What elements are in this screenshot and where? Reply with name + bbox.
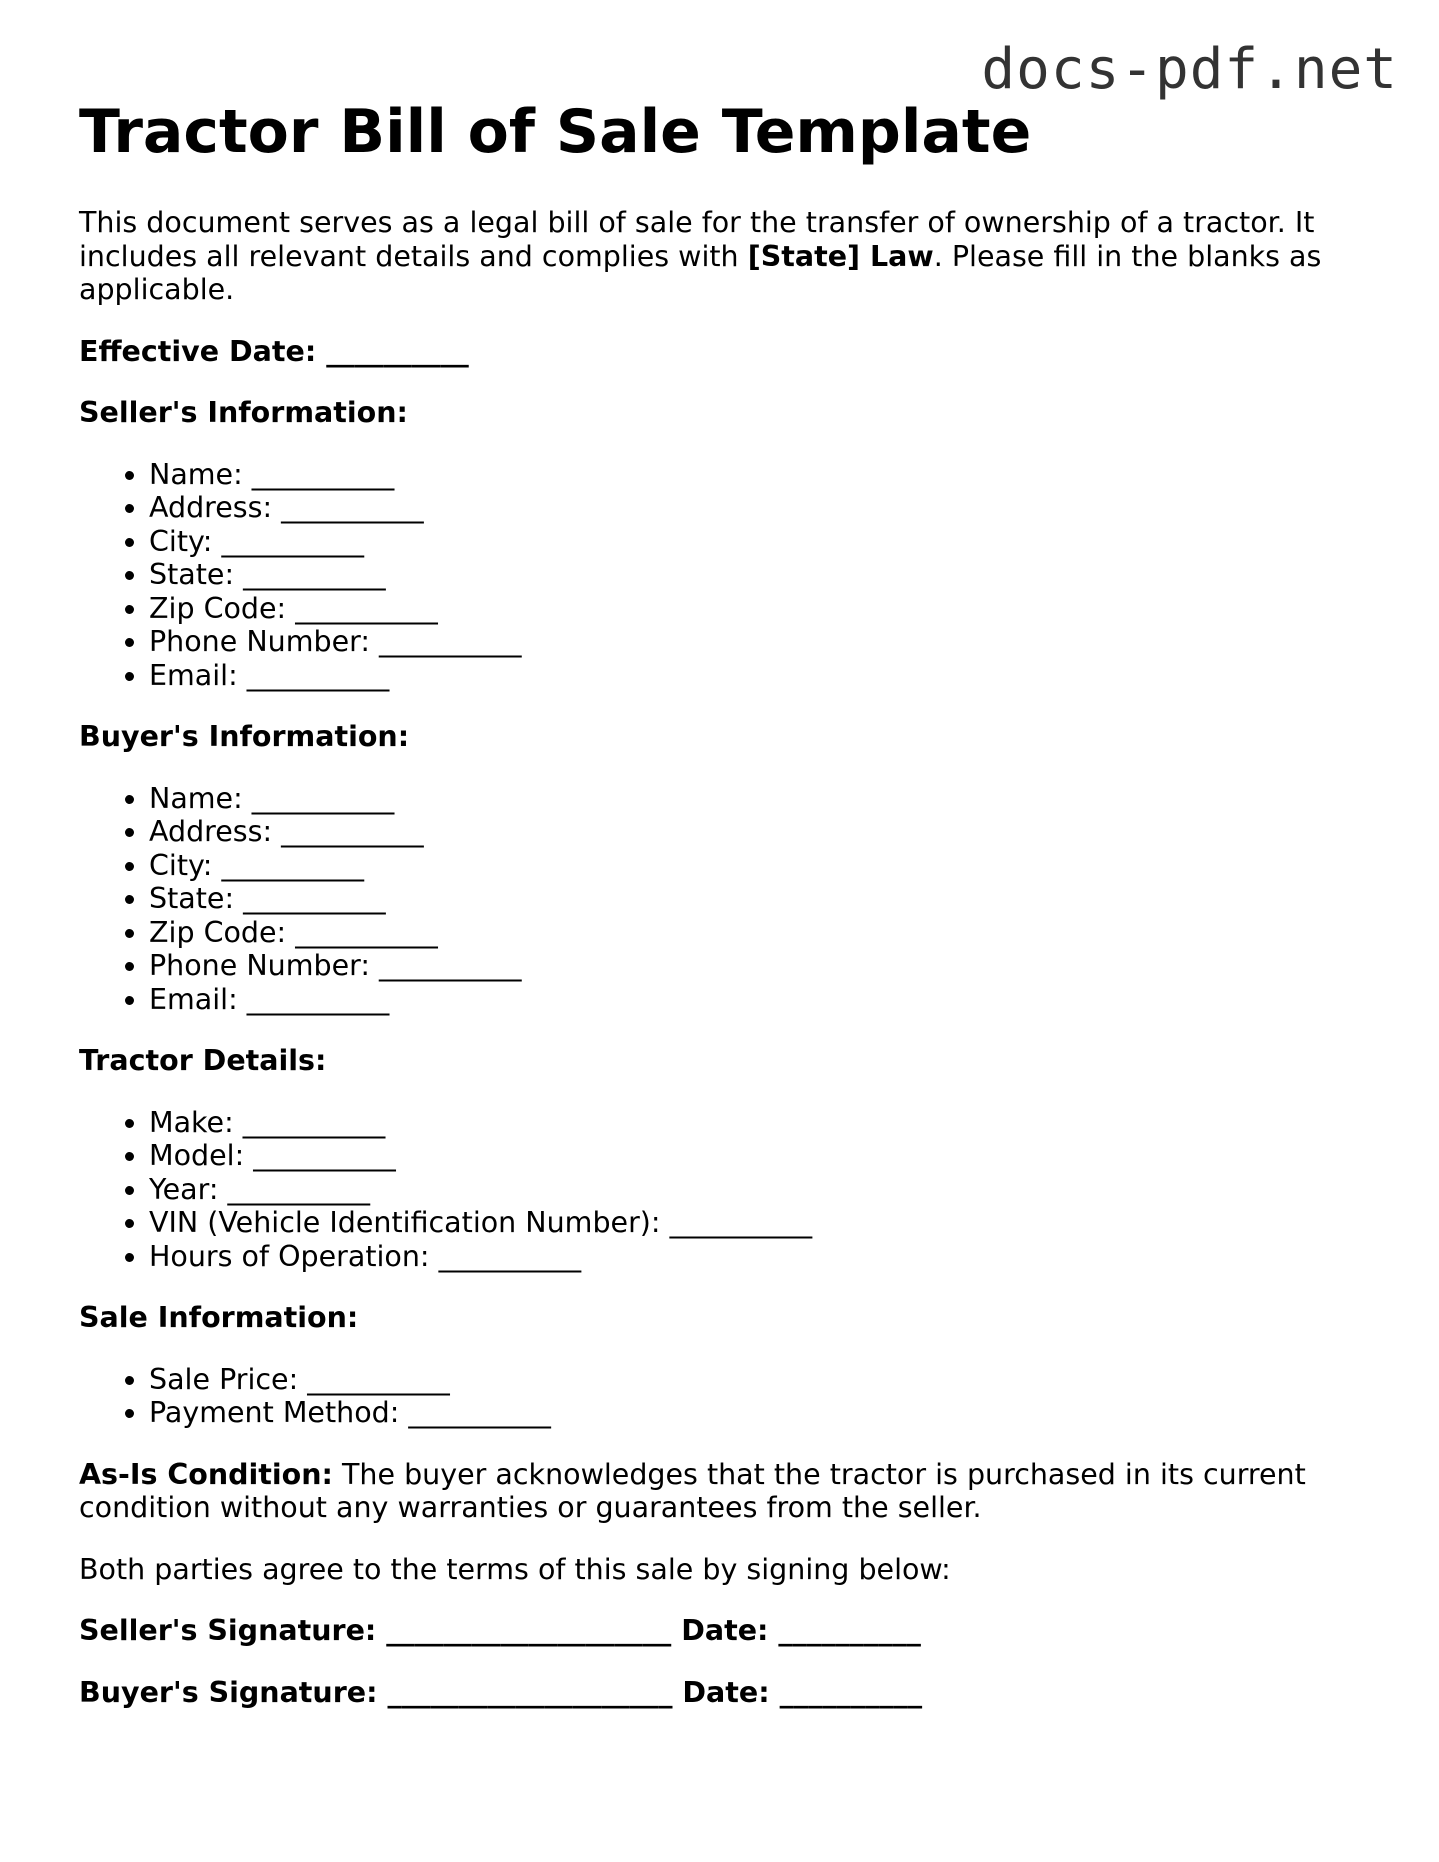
effective-date-blank: __________ <box>326 334 469 368</box>
as-is-paragraph <box>79 1458 1339 1525</box>
payment-method: • Payment Method: __________ <box>149 1396 1339 1430</box>
buyer-signature-label: Buyer's Signature: <box>79 1675 378 1709</box>
seller-signature-blank: ____________________ <box>386 1614 672 1647</box>
intro-paragraph <box>79 206 1339 307</box>
state-law: [State] Law <box>747 239 934 273</box>
tractor-heading: Tractor Details: <box>79 1044 327 1077</box>
sale-price: • Sale Price: __________ <box>149 1363 1339 1397</box>
intro-text-1: This document serves as a legal bill of sale for the transfer of ownership of a tractor. It includes all relevant details and complies with <box>79 206 1315 273</box>
seller-heading: Seller's Information: <box>79 396 408 429</box>
as-is-label: As-Is Condition: <box>79 1457 333 1491</box>
seller-state: • State: __________ <box>149 558 1339 592</box>
seller-address: • Address: __________ <box>149 491 1339 525</box>
effective-date <box>79 335 1339 369</box>
tractor-hours: • Hours of Operation: __________ <box>149 1240 1339 1274</box>
buyer-heading: Buyer's Information: <box>79 720 410 753</box>
buyer-zip: • Zip Code: __________ <box>149 916 1339 950</box>
buyer-address: • Address: __________ <box>149 815 1339 849</box>
seller-email: • Email: __________ <box>149 659 1339 693</box>
seller-phone: • Phone Number: __________ <box>149 625 1339 659</box>
buyer-date-label: Date: <box>682 1675 770 1709</box>
sale-heading: Sale Information: <box>79 1301 359 1334</box>
seller-date-blank: __________ <box>778 1614 921 1647</box>
buyer-list <box>79 782 1339 1017</box>
buyer-state: • State: __________ <box>149 882 1339 916</box>
seller-signature-line <box>79 1614 1339 1648</box>
buyer-signature-line <box>79 1676 1339 1710</box>
tractor-list <box>79 1106 1339 1274</box>
seller-city: • City: __________ <box>149 525 1339 559</box>
buyer-signature-blank: ____________________ <box>387 1675 673 1709</box>
buyer-date-blank: __________ <box>779 1675 923 1709</box>
tractor-year: • Year: __________ <box>149 1173 1339 1207</box>
intro-text-2: . Please fill in the blanks as applicable. <box>79 239 1322 306</box>
buyer-phone: • Phone Number: __________ <box>149 949 1339 983</box>
buyer-email: • Email: __________ <box>149 983 1339 1017</box>
tractor-make: • Make: __________ <box>149 1106 1339 1140</box>
tractor-model: • Model: __________ <box>149 1139 1339 1173</box>
seller-zip: • Zip Code: __________ <box>149 592 1339 626</box>
seller-list <box>79 458 1339 693</box>
seller-signature-label: Seller's Signature: <box>79 1614 377 1647</box>
agree-paragraph: Both parties agree to the terms of this sale by signing below: <box>79 1552 951 1586</box>
watermark: docs-pdf.net <box>981 37 1398 102</box>
seller-date-label: Date: <box>681 1614 769 1647</box>
seller-name: • Name: __________ <box>149 458 1339 492</box>
buyer-city: • City: __________ <box>149 849 1339 883</box>
document-body <box>79 206 1339 1737</box>
page-title: Tractor Bill of Sale Template <box>79 97 1032 167</box>
tractor-vin: • VIN (Vehicle Identification Number): __________ <box>149 1206 1339 1240</box>
as-is-text: The buyer acknowledges that the tractor is purchased in its current condition without any warranties or guarantees from the seller. <box>79 1457 1306 1524</box>
sale-list <box>79 1363 1339 1430</box>
effective-date-label: Effective Date: <box>79 334 317 368</box>
buyer-name: • Name: __________ <box>149 782 1339 816</box>
